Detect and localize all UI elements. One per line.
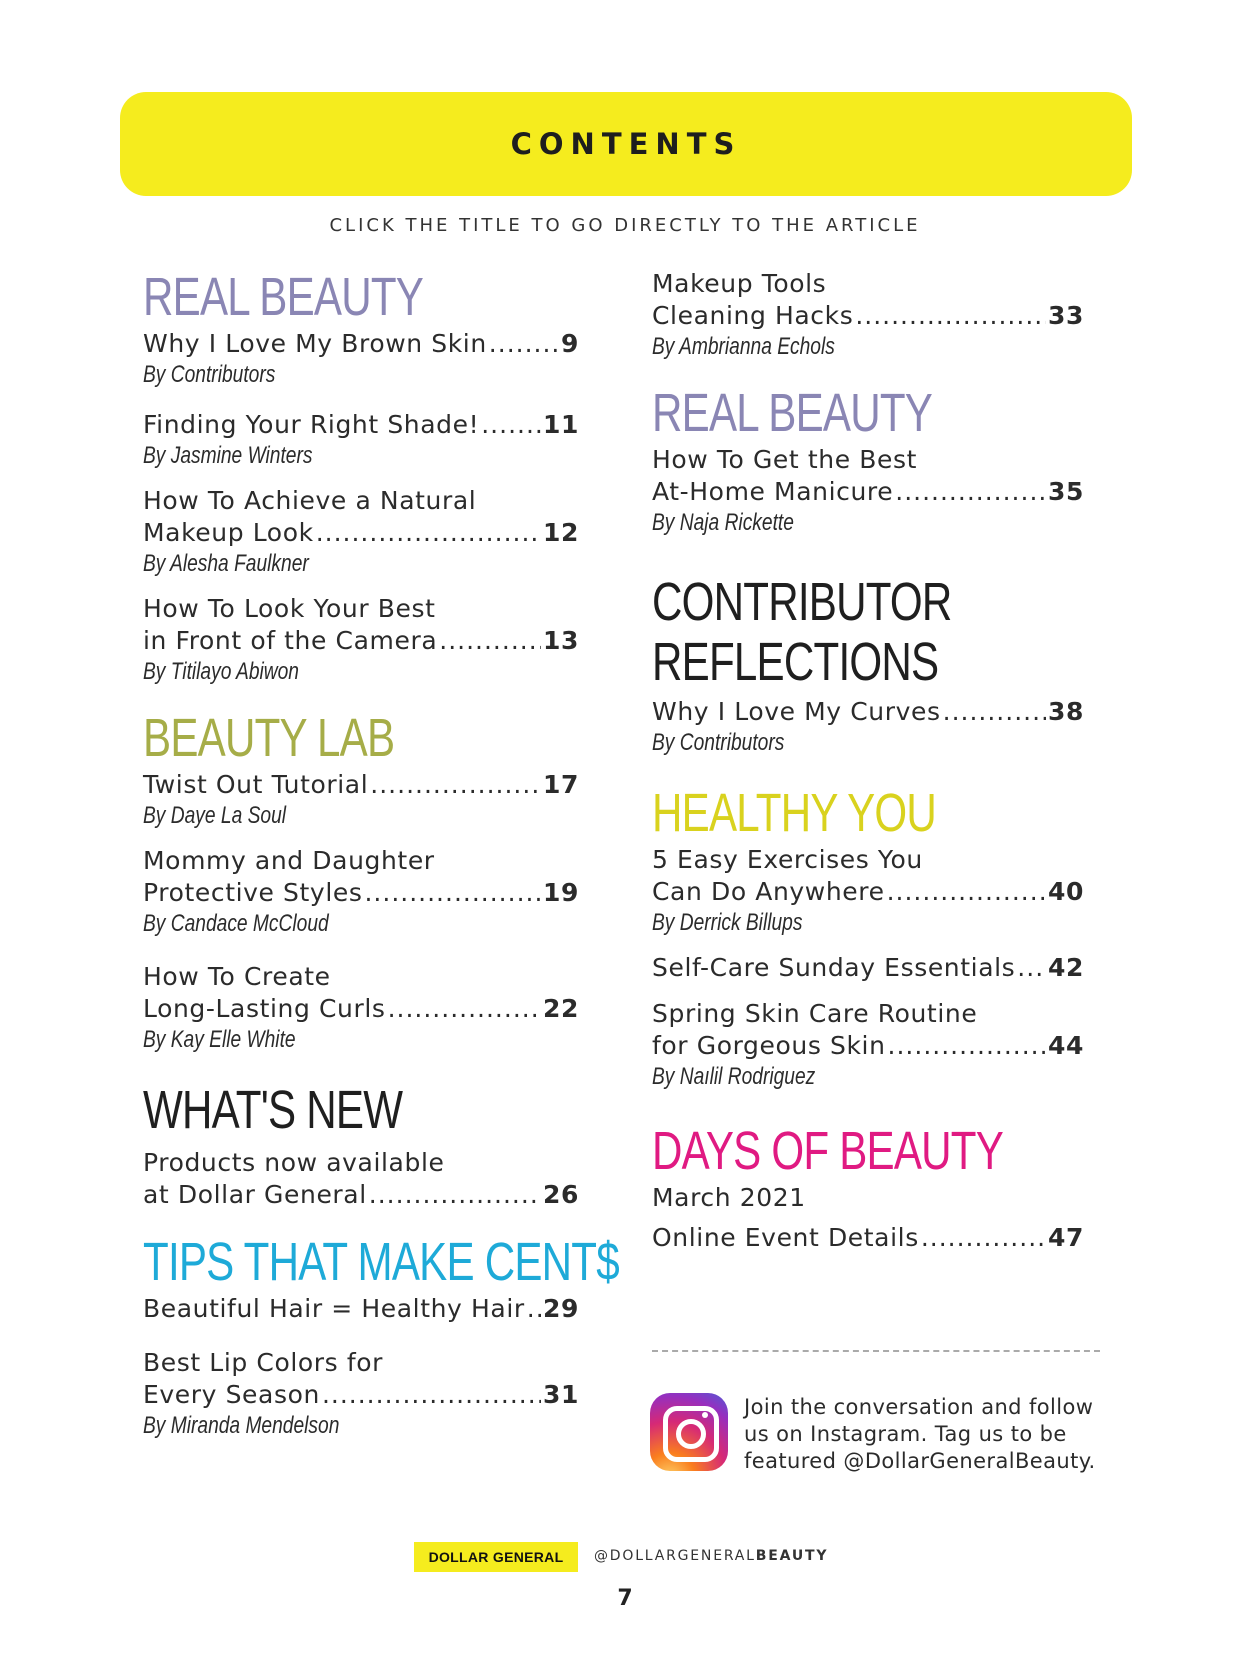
toc-entry-line[interactable]: Spring Skin Care Routine xyxy=(652,999,978,1028)
article-easy-exercises[interactable] xyxy=(652,844,1084,938)
toc-entry[interactable]: Long-Lasting Curls ..... 22 xyxy=(143,993,579,1025)
toc-entry[interactable]: Can Do Anywhere ..... 40 xyxy=(652,876,1084,908)
article-best-lip-colors[interactable] xyxy=(143,1347,579,1441)
article-why-i-love-my-brown-skin[interactable] xyxy=(143,328,579,390)
instagram-icon[interactable] xyxy=(650,1393,728,1471)
toc-entry-line[interactable]: Best Lip Colors for xyxy=(143,1348,384,1377)
toc-entry-line[interactable]: How To Get the Best xyxy=(652,445,917,474)
article-author: By Candace McCloud xyxy=(143,910,329,937)
right-column xyxy=(652,268,1084,1254)
article-author: By Titilayo Abiwon xyxy=(143,658,299,685)
section-title-days-of-beauty: DAYS OF BEAUTY xyxy=(652,1121,1004,1181)
toc-entry[interactable]: Every Season ..... 31 xyxy=(143,1379,579,1411)
toc-entry-line[interactable]: How To Achieve a Natural xyxy=(143,486,477,515)
section-title-beauty-lab: BEAUTY LAB xyxy=(143,708,395,768)
toc-entry[interactable]: Why I Love My Brown Skin ..... 9 xyxy=(143,328,579,360)
article-why-i-love-my-curves[interactable] xyxy=(652,696,1084,758)
toc-entry[interactable]: Protective Styles ..... 19 xyxy=(143,877,579,909)
article-author: By Alesha Faulkner xyxy=(143,550,309,577)
article-author: By Ambrianna Echols xyxy=(652,333,835,360)
dashed-divider xyxy=(652,1350,1100,1352)
article-author: By Naılil Rodriguez xyxy=(652,1063,816,1090)
article-makeup-tools-cleaning-hacks[interactable] xyxy=(652,268,1084,362)
article-products-now-available[interactable] xyxy=(143,1147,579,1211)
section-title-contributor-reflections xyxy=(652,572,1084,692)
section-title-line: REFLECTIONS xyxy=(652,632,939,692)
article-long-lasting-curls[interactable] xyxy=(143,961,579,1055)
toc-entry[interactable]: Online Event Details ..... 47 xyxy=(652,1222,1084,1254)
section-title-healthy-you: HEALTHY YOU xyxy=(652,783,937,843)
article-natural-makeup-look[interactable] xyxy=(143,485,579,579)
section-title-whats-new: WHAT'S NEW xyxy=(143,1080,403,1140)
toc-entry-line[interactable]: Products now available xyxy=(143,1148,445,1177)
instagram-text-line: featured @DollarGeneralBeauty. xyxy=(744,1449,1096,1473)
section-title-line: CONTRIBUTOR xyxy=(652,572,952,632)
article-author: By Contributors xyxy=(652,729,785,756)
section-title-real-beauty-2: REAL BEAUTY xyxy=(652,383,933,443)
article-twist-out-tutorial[interactable] xyxy=(143,769,579,831)
event-date: March 2021 xyxy=(652,1183,806,1212)
dollar-general-logo: DOLLAR GENERAL xyxy=(414,1542,578,1572)
section-title-tips-that-make-cents: TIPS THAT MAKE CENT$ xyxy=(143,1232,619,1292)
instagram-callout xyxy=(744,1394,1104,1475)
social-handle: @DOLLARGENERALBEAUTY xyxy=(594,1548,829,1564)
toc-entry[interactable]: Makeup Look ..... 12 xyxy=(143,517,579,549)
article-author: By Miranda Mendelson xyxy=(143,1412,340,1439)
toc-entry[interactable]: At-Home Manicure ..... 35 xyxy=(652,476,1084,508)
page-number: 7 xyxy=(617,1586,633,1611)
toc-entry[interactable]: for Gorgeous Skin ..... 44 xyxy=(652,1030,1084,1062)
article-online-event-details[interactable] xyxy=(652,1182,1084,1254)
article-spring-skin-care[interactable] xyxy=(652,998,1084,1092)
article-author: By Kay Elle White xyxy=(143,1026,296,1053)
toc-entry-line[interactable]: 5 Easy Exercises You xyxy=(652,845,923,874)
article-author: By Jasmine Winters xyxy=(143,442,313,469)
article-look-your-best-camera[interactable] xyxy=(143,593,579,687)
toc-entry[interactable]: Self-Care Sunday Essentials ..... 42 xyxy=(652,952,1084,984)
article-at-home-manicure[interactable] xyxy=(652,444,1084,538)
toc-entry[interactable]: Cleaning Hacks ..... 33 xyxy=(652,300,1084,332)
article-self-care-sunday[interactable] xyxy=(652,952,1084,984)
section-title-real-beauty: REAL BEAUTY xyxy=(143,267,424,327)
toc-entry-line[interactable]: How To Look Your Best xyxy=(143,594,436,623)
toc-entry[interactable]: in Front of the Camera ..... 13 xyxy=(143,625,579,657)
instagram-text-line: Join the conversation and follow xyxy=(744,1395,1094,1419)
article-author: By Contributors xyxy=(143,361,276,388)
article-beautiful-hair[interactable] xyxy=(143,1293,579,1325)
contents-banner xyxy=(120,92,1132,196)
page-title: CONTENTS xyxy=(510,127,742,161)
article-finding-your-right-shade[interactable] xyxy=(143,409,579,471)
toc-entry-line[interactable]: Mommy and Daughter xyxy=(143,846,435,875)
article-author: By Daye La Soul xyxy=(143,802,287,829)
article-protective-styles[interactable] xyxy=(143,845,579,939)
toc-entry[interactable]: Twist Out Tutorial ..... 17 xyxy=(143,769,579,801)
left-column xyxy=(143,267,619,1441)
toc-entry-line[interactable]: Makeup Tools xyxy=(652,269,827,298)
article-author: By Naja Rickette xyxy=(652,509,794,536)
toc-entry[interactable]: Finding Your Right Shade! ..... 11 xyxy=(143,409,579,441)
toc-entry[interactable]: Beautiful Hair = Healthy Hair ..... 29 xyxy=(143,1293,579,1325)
toc-entry[interactable]: Why I Love My Curves ..... 38 xyxy=(652,696,1084,728)
page-subtitle: CLICK THE TITLE TO GO DIRECTLY TO THE ARTICLE xyxy=(329,215,921,236)
toc-entry-line[interactable]: How To Create xyxy=(143,962,331,991)
instagram-text-line: us on Instagram. Tag us to be xyxy=(744,1422,1067,1446)
article-author: By Derrick Billups xyxy=(652,909,803,936)
toc-entry[interactable]: at Dollar General ..... 26 xyxy=(143,1179,579,1211)
